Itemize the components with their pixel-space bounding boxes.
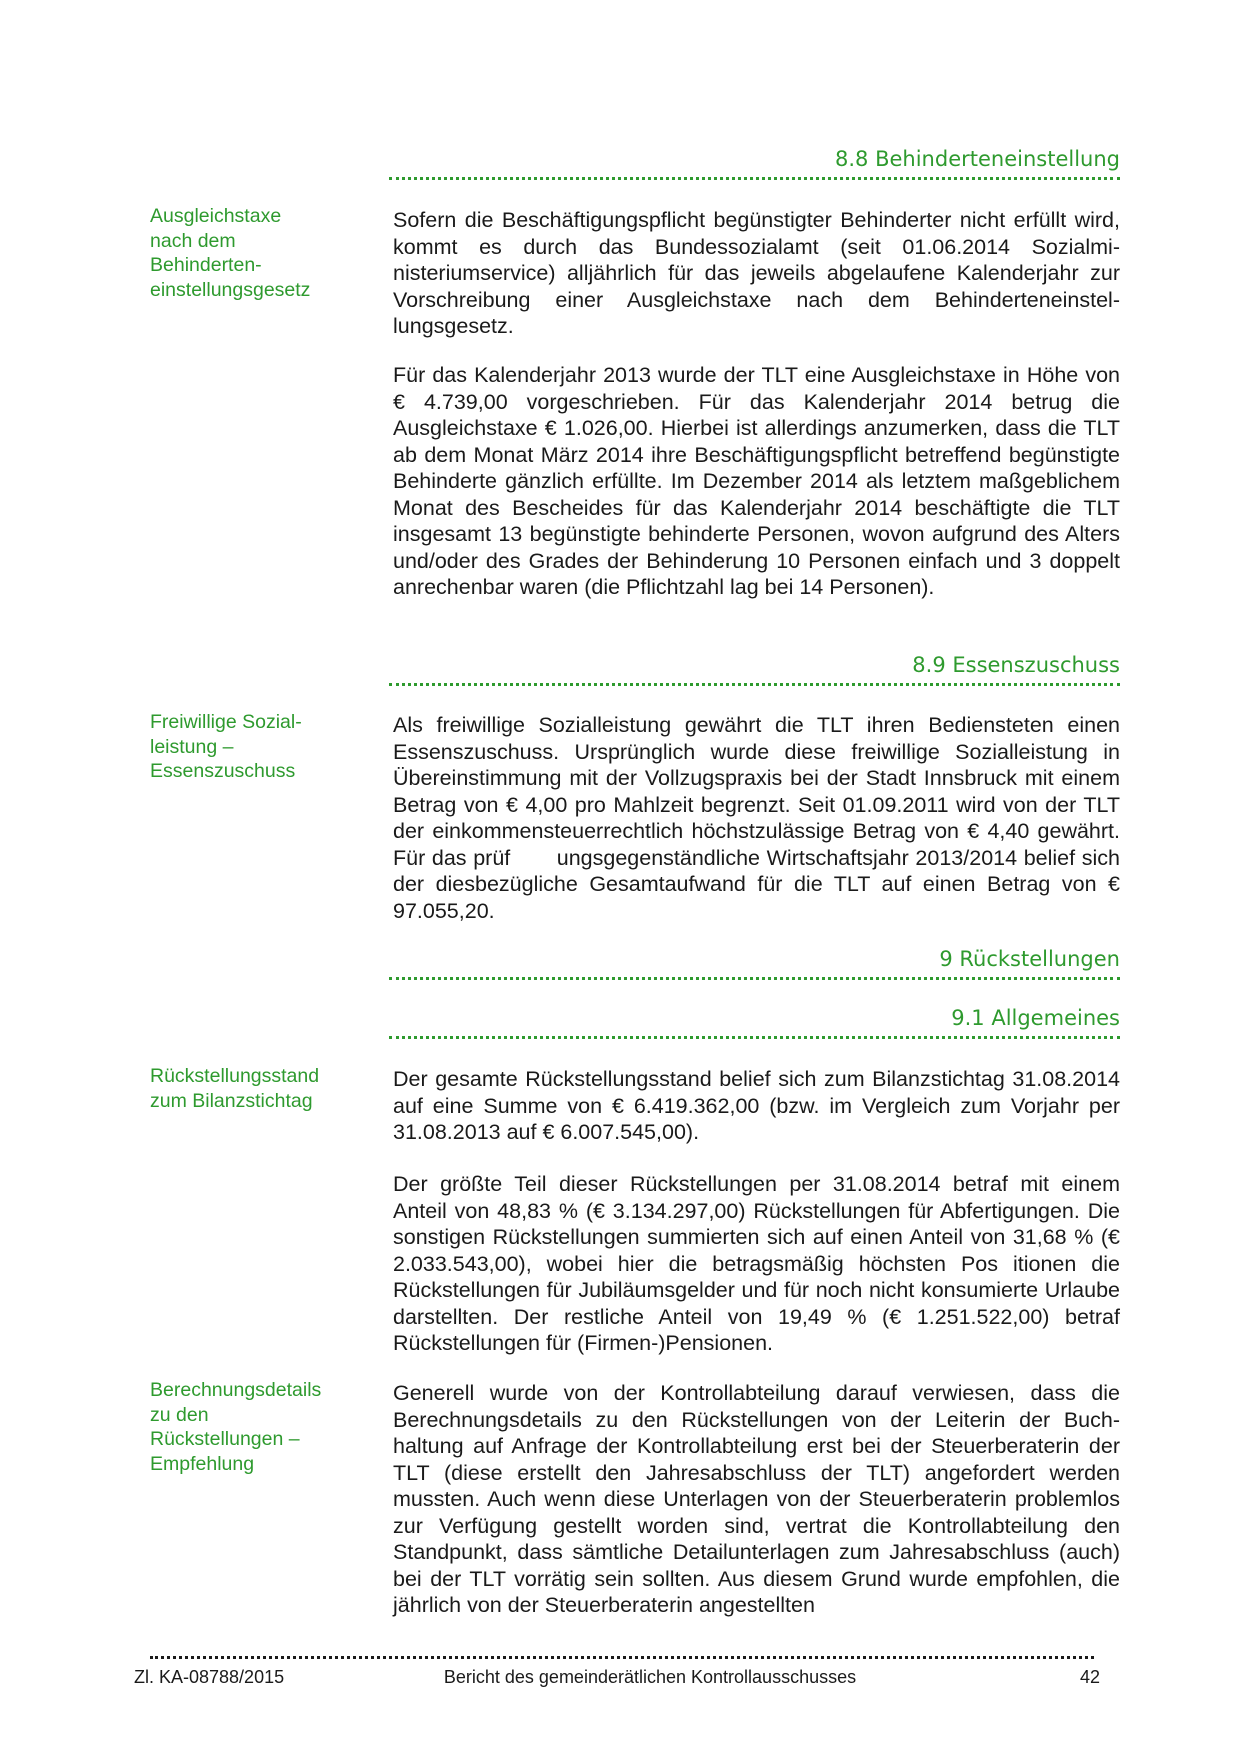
footer-title: Bericht des gemeinderätlichen Kontrollausschusses (443, 1667, 857, 1687)
margin-note-text: Rückstellungsstand zum Bilanzstichtag (150, 1065, 320, 1112)
margin-note-text: Berechnungsdetails zu den Rückstellungen – Empfehlung (150, 1379, 322, 1475)
heading-9-1: 9.1 Allgemeines (389, 1005, 1120, 1039)
margin-note-text: Freiwillige Sozial- leistung – Essenszuschuss (150, 711, 302, 782)
margin-note-sozialleistung (150, 710, 350, 784)
heading-8-8: 8.8 Behinderteneinstellung (389, 146, 1120, 180)
paragraph-rueckstellungsstand: Der gesamte Rückstellungsstand belief sich zum Bilanzstichtag 31.08.2014 auf eine Summe von € 6.419.362,00 (bzw. im Vergleich zum Vorjahr per 31.08.2013 auf € 6.007.545,00). (393, 1067, 1120, 1144)
margin-note-berechnungsdetails (150, 1378, 350, 1476)
paragraph-rueckstellungen-anteile: Der größte Teil dieser Rückstellungen per 31.08.2014 betraf mit einem Anteil von 48,83 % (€ 3.134.297,00) Rückstellungen für Abfertigungen. Die sonstigen Rückstellungen summierten sich auf einen Anteil von 31,68 % (€ 2.033.543,00), wobei hier die betragsmäßig höchsten Pos itionen die Rückstellungen für Jubiläumsgelder und für noch nicht konsumierte Urlaube darstellten. Der restliche Anteil von 19,49 % (€ 1.251.522,00) betraf Rückstellungen für (Firmen-)Pensionen. (393, 1172, 1120, 1355)
margin-note-ausgleichstaxe (150, 204, 350, 302)
footer-divider (150, 1656, 1094, 1659)
margin-note-rueckstellungsstand (150, 1064, 350, 1113)
page-number: 42 (1079, 1667, 1100, 1687)
margin-note-text: Ausgleichstaxe nach dem Behinderten- einstellungsgesetz (150, 205, 311, 301)
footer-reference: Zl. KA-08788/2015 (134, 1667, 285, 1687)
paragraph-ausgleichstaxe-intro: Sofern die Beschäftigungspflicht begünstigter Behinderter nicht erfüllt wird, kommt es durch das Bundessozialamt (seit 01.06.2014 Sozialministeriumservice) alljährlich für das jeweils abgelaufene Kalenderjahr zur Vorschreibung einer Ausgleichstaxe nach dem Behinderteneinstellungsgesetz. (393, 208, 1120, 338)
paragraph-essenszuschuss: Als freiwillige Sozialleistung gewährt die TLT ihren Bediensteten einen Essenszuschuss. Ursprünglich wurde diese freiwillige Sozialleistung in Übereinstimmung mit der Vollzugspraxis bei der Stadt Innsbruck mit einem Betrag von € 4,00 pro Mahlzeit begrenzt. Seit 01.09.2011 wird von der TLT der einkommensteuerrechtlich höchstzulässige Betrag von € 4,40 gewährt. Für das prüf ungsgegenständliche Wirtschaftsjahr 2013/2014 belief sich der diesbezügliche Gesamtaufwand für die TLT auf einen Betrag von € 97.055,20. (393, 713, 1126, 923)
paragraph-ausgleichstaxe-details: Für das Kalenderjahr 2013 wurde der TLT eine Ausgleichstaxe in Höhe von € 4.739,00 vorgeschrieben. Für das Kalenderjahr 2014 betrug die Ausgleichstaxe € 1.026,00. Hierbei ist allerdings anzumerken, dass die TLT ab dem Monat März 2014 ihre Beschäftigungspflicht betreffend begünstigte Behinderte gänzlich erfüllte. Im Dezember 2014 als letztem maßgeblichem Monat des Bescheides für das Kalenderjahr 2014 beschäftigte die TLT insgesamt 13 begünstigte behinderte Personen, wovon aufgrund des Alters und/oder des Grades der Behinderung 10 Personen einfach und 3 doppelt anrechenbar waren (die Pflichtzahl lag bei 14 Personen). (393, 363, 1120, 599)
paragraph-berechnungsdetails: Generell wurde von der Kontrollabteilung darauf verwiesen, dass die Berechnungsdetails zu den Rückstellungen von der Leiterin der Buchhaltung auf Anfrage der Kontrollabteilung erst bei der Steuerberaterin der TLT (diese erstellt den Jahresabschluss der TLT) angefordert werden mussten. Auch wenn diese Unterlagen von der Steuerberaterin problemlos zur Verfügung gestellt worden sind, vertrat die Kontrollabteilung den Standpunkt, dass sämtliche Detailunterlagen zum Jahresabschluss (auch) bei der TLT vorrätig sein sollten. Aus diesem Grund wurde empfohlen, die jährlich von der Steuerberaterin angestellten (393, 1381, 1120, 1617)
heading-9: 9 Rückstellungen (389, 946, 1120, 980)
heading-8-9: 8.9 Essenszuschuss (389, 652, 1120, 686)
